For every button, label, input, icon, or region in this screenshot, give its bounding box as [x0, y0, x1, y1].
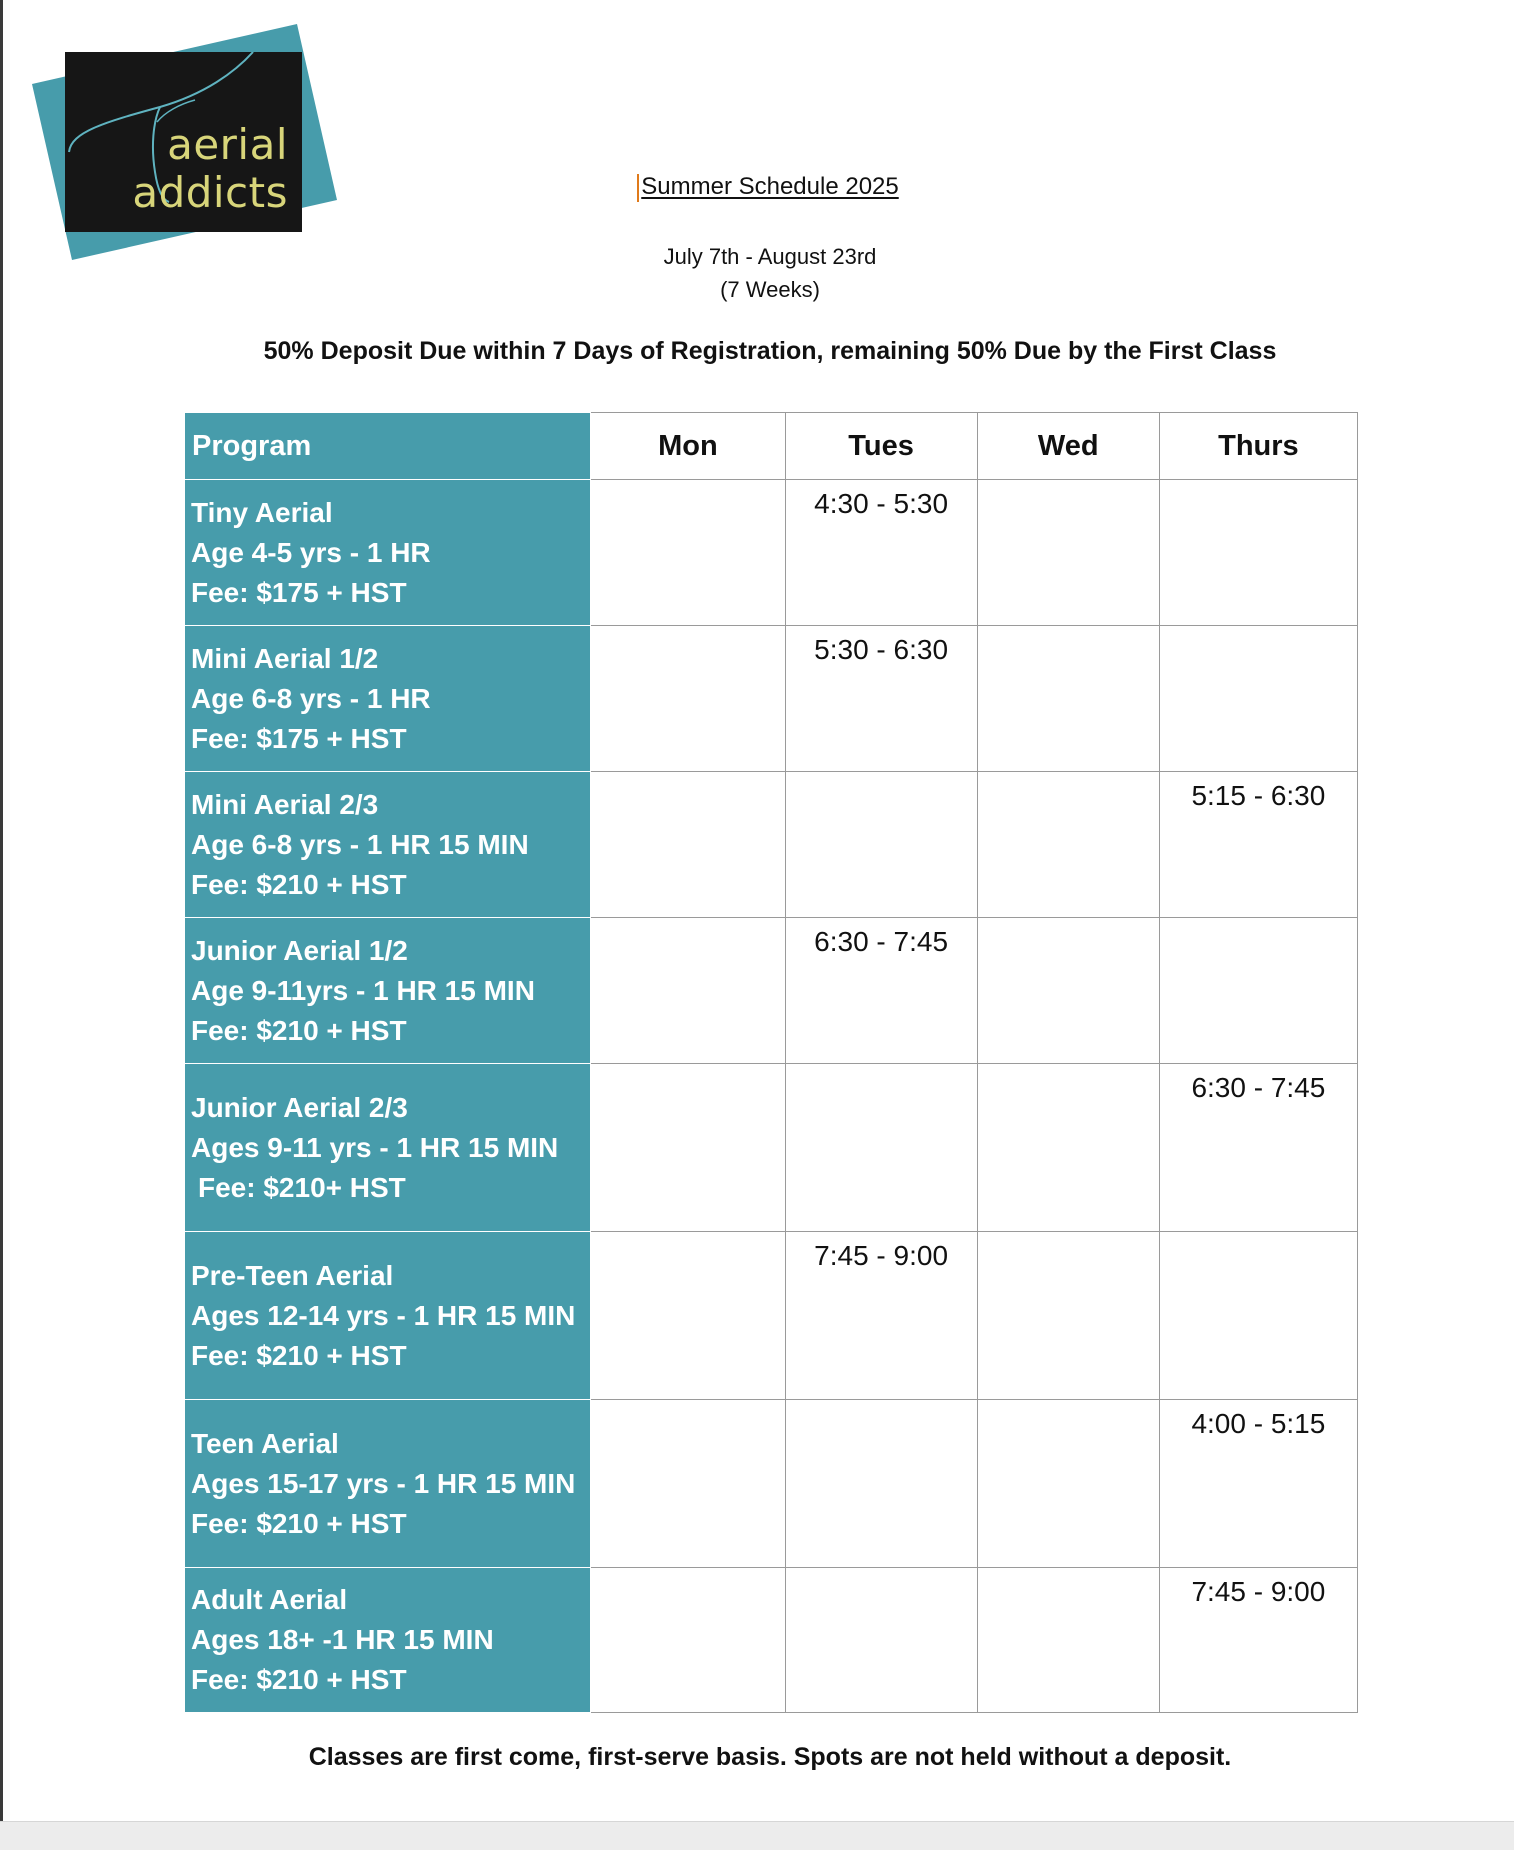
program-name: Teen Aerial [191, 1427, 339, 1459]
mon-cell [591, 626, 785, 772]
header-tues: Tues [785, 413, 977, 480]
deposit-note: 50% Deposit Due within 7 Days of Registration, remaining 50% Due by the First Class [263, 337, 1277, 365]
program-name: Pre-Teen Aerial [191, 1259, 394, 1291]
program-age: Age 6-8 yrs - 1 HR [191, 682, 431, 714]
document-title: Summer Schedule 2025 [641, 173, 899, 200]
program-fee: Fee: $210 + HST [191, 868, 407, 900]
program-age: Ages 15-17 yrs - 1 HR 15 MIN [191, 1467, 576, 1499]
wed-cell [977, 1232, 1159, 1400]
program-cell [186, 918, 591, 1064]
wed-cell [977, 1064, 1159, 1232]
footer-note: Classes are first come, first-serve basis. Spots are not held without a deposit. [308, 1743, 1232, 1771]
mon-cell [591, 1568, 785, 1713]
program-name: Tiny Aerial [191, 496, 333, 528]
text-cursor [637, 174, 639, 202]
program-name: Mini Aerial 1/2 [191, 642, 379, 674]
wed-cell [977, 918, 1159, 1064]
week-count: (7 Weeks) [720, 277, 820, 302]
logo-word-addicts: addicts [132, 168, 288, 217]
program-fee: Fee: $210+ HST [198, 1171, 406, 1203]
thurs-cell: 5:15 - 6:30 [1159, 772, 1357, 918]
program-cell [186, 772, 591, 918]
table-row [186, 626, 1358, 772]
thurs-cell [1159, 918, 1357, 1064]
program-cell [186, 1400, 591, 1568]
thurs-cell [1159, 1232, 1357, 1400]
program-name: Mini Aerial 2/3 [191, 788, 379, 820]
mon-cell [591, 1064, 785, 1232]
table-row [186, 772, 1358, 918]
thurs-cell: 4:00 - 5:15 [1159, 1400, 1357, 1568]
program-name: Junior Aerial 1/2 [191, 934, 408, 966]
program-cell [186, 1064, 591, 1232]
header-mon: Mon [591, 413, 785, 480]
tues-cell: 4:30 - 5:30 [785, 480, 977, 626]
thurs-cell: 7:45 - 9:00 [1159, 1568, 1357, 1713]
wed-cell [977, 772, 1159, 918]
program-fee: Fee: $175 + HST [191, 576, 407, 608]
tues-cell: 7:45 - 9:00 [785, 1232, 977, 1400]
mon-cell [591, 772, 785, 918]
table-row [186, 1400, 1358, 1568]
logo-word-aerial: aerial [167, 120, 288, 169]
table-row [186, 1568, 1358, 1713]
program-name: Junior Aerial 2/3 [191, 1091, 408, 1123]
program-fee: Fee: $210 + HST [191, 1507, 407, 1539]
program-fee: Fee: $210 + HST [191, 1664, 407, 1695]
tues-cell: 5:30 - 6:30 [785, 626, 977, 772]
program-cell [186, 1232, 591, 1400]
header-thurs: Thurs [1159, 413, 1357, 480]
program-age: Age 6-8 yrs - 1 HR 15 MIN [191, 828, 529, 860]
wed-cell [977, 626, 1159, 772]
tues-cell [785, 1400, 977, 1568]
program-fee: Fee: $210 + HST [191, 1014, 407, 1046]
window-bottom-bar [0, 1821, 1514, 1850]
date-range: July 7th - August 23rd [663, 244, 877, 269]
program-age: Age 4-5 yrs - 1 HR [191, 536, 431, 568]
mon-cell [591, 1232, 785, 1400]
program-age: Ages 12-14 yrs - 1 HR 15 MIN [191, 1299, 576, 1331]
mon-cell [591, 1400, 785, 1568]
thurs-cell [1159, 480, 1357, 626]
schedule-table [185, 412, 1358, 1713]
program-name: Adult Aerial [191, 1584, 348, 1615]
table-row [186, 1232, 1358, 1400]
program-age: Ages 18+ -1 HR 15 MIN [191, 1624, 494, 1655]
header-wed: Wed [977, 413, 1159, 480]
program-cell [186, 626, 591, 772]
header-program: Program [186, 413, 591, 480]
thurs-cell: 6:30 - 7:45 [1159, 1064, 1357, 1232]
table-row [186, 918, 1358, 1064]
wed-cell [977, 1400, 1159, 1568]
thurs-cell [1159, 626, 1357, 772]
tues-cell [785, 1064, 977, 1232]
program-fee: Fee: $210 + HST [191, 1339, 407, 1371]
program-cell [186, 480, 591, 626]
mon-cell [591, 918, 785, 1064]
program-fee: Fee: $175 + HST [191, 722, 407, 754]
wed-cell [977, 1568, 1159, 1713]
tues-cell [785, 772, 977, 918]
program-age: Ages 9-11 yrs - 1 HR 15 MIN [191, 1131, 559, 1163]
session-dates [0, 240, 1514, 306]
program-age: Age 9-11yrs - 1 HR 15 MIN [191, 974, 535, 1006]
table-row [186, 1064, 1358, 1232]
tues-cell [785, 1568, 977, 1713]
aerial-addicts-logo [32, 24, 337, 260]
wed-cell [977, 480, 1159, 626]
table-row [186, 480, 1358, 626]
program-cell [186, 1568, 591, 1713]
table-header-row [186, 413, 1358, 480]
tues-cell: 6:30 - 7:45 [785, 918, 977, 1064]
logo-black-panel [65, 52, 302, 232]
mon-cell [591, 480, 785, 626]
